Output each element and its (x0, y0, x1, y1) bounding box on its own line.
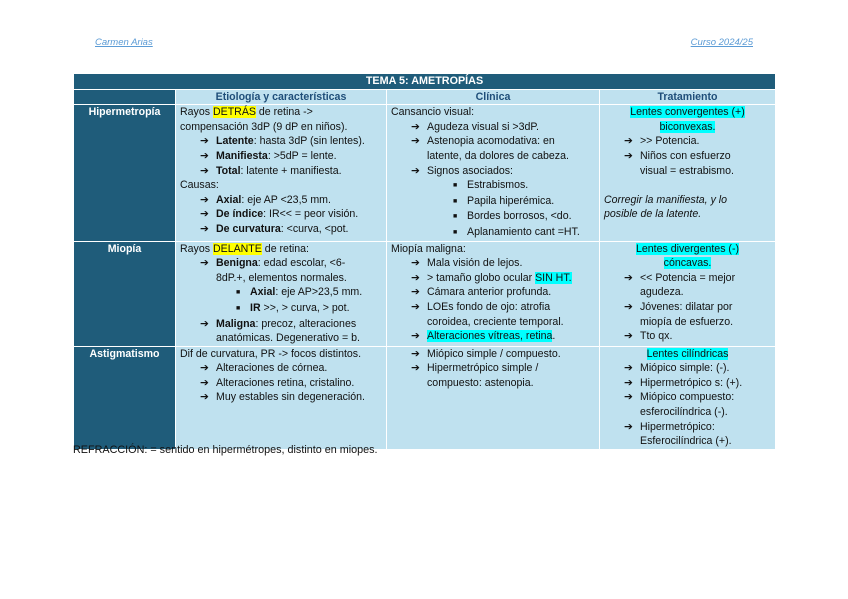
arrow-icon: ➔ (200, 362, 209, 375)
footer-refraccion: REFRACCIÓN: = sentido en hipermétropes, distinto en miopes. (73, 444, 378, 456)
column-header-tratamiento: Tratamiento (600, 89, 776, 105)
hipermetropia-tratamiento: Lentes convergentes (+) biconvexas. ➔ >> Potencia. ➔ Niños con esfuerzo visual = estrabismo. Corregir la manifiesta, y lo posible de la latente. (600, 105, 776, 241)
arrow-icon: ➔ (200, 164, 209, 177)
arrow-icon: ➔ (200, 135, 209, 148)
arrow-icon: ➔ (411, 347, 420, 360)
arrow-icon: ➔ (411, 300, 420, 313)
arrow-icon: ➔ (411, 330, 420, 343)
column-header-etiologia: Etiología y características (176, 89, 387, 105)
highlight-alteraciones-vitreas: Alteraciones vítreas, retina (427, 330, 553, 343)
bullet-icon: ■ (453, 213, 458, 221)
arrow-icon: ➔ (411, 271, 420, 284)
table-title: TEMA 5: AMETROPÍAS (74, 74, 776, 90)
arrow-icon: ➔ (200, 222, 209, 235)
header-course: Curso 2024/25 (690, 37, 753, 48)
bullet-icon: ■ (236, 304, 241, 312)
row-label-astigmatismo: Astigmatismo (74, 346, 176, 449)
ametropias-table (73, 73, 776, 450)
header-author: Carmen Arias (95, 37, 153, 48)
arrow-icon: ➔ (624, 300, 633, 313)
arrow-icon: ➔ (411, 362, 420, 375)
arrow-icon: ➔ (411, 257, 420, 270)
arrow-icon: ➔ (200, 149, 209, 162)
arrow-icon: ➔ (411, 286, 420, 299)
arrow-icon: ➔ (624, 330, 633, 343)
table-row-astigmatismo (74, 346, 776, 449)
table-row-miopia (74, 241, 776, 346)
table-header-row (74, 89, 776, 105)
miopia-tratamiento: Lentes divergentes (-) cóncavas. ➔ << Potencia = mejor agudeza. ➔ Jóvenes: dilatar por miopía de esfuerzo. ➔ Tto qx. (600, 241, 776, 346)
row-label-miopia: Miopía (74, 241, 176, 346)
arrow-icon: ➔ (624, 271, 633, 284)
arrow-icon: ➔ (200, 257, 209, 270)
highlight-lentes-cilindricas: Lentes cilíndricas (646, 347, 729, 360)
arrow-icon: ➔ (200, 208, 209, 221)
hipermetropia-clinica: Cansancio visual: ➔ Agudeza visual si >3dP. ➔ Astenopia acomodativa: en latente, da dolores de cabeza. ➔ Signos asociados: ■ Estrabismos. ■ Papila hiperémica. ■ Bordes borrosos, <do. ■ Aplanamiento cant =HT. (387, 105, 600, 241)
bullet-icon: ■ (236, 289, 241, 297)
arrow-icon: ➔ (411, 164, 420, 177)
row-label-hipermetropia: Hipermetropía (74, 105, 176, 241)
astigmatismo-tratamiento: Lentes cilíndricas ➔ Miópico simple: (-). ➔ Hipermetrópico s: (+). ➔ Miópico compuesto: esferocilíndrica (-). ➔ Hipermetrópico: Esferocilíndrica (+). (600, 346, 776, 449)
header-blank (74, 89, 176, 105)
arrow-icon: ➔ (624, 362, 633, 375)
miopia-etiologia: Rayos DELANTE de retina: ➔ Benigna: edad escolar, <6- 8dP.+, elementos normales. ■ Axial: eje AP>23,5 mm. ■ IR >>, > curva, > pot. ➔ Maligna: precoz, alteraciones anatómicas. Degenerativo = b. (176, 241, 387, 346)
highlight-lentes-divergentes: Lentes divergentes (-) (635, 242, 740, 255)
bullet-icon: ■ (453, 182, 458, 190)
bullet-icon: ■ (453, 197, 458, 205)
table-title-row (74, 74, 776, 90)
hipermetropia-etiologia: Rayos DETRÁS de retina -> compensación 3dP (9 dP en niños). ➔ Latente: hasta 3dP (sin lentes). ➔ Manifiesta: >5dP = lente. ➔ Total: latente + manifiesta. Causas: ➔ Axial: eje AP <23,5 mm. ➔ De índice: IR<< = peor visión. ➔ De curvatura: <curva, <pot. (176, 105, 387, 241)
arrow-icon: ➔ (200, 193, 209, 206)
arrow-icon: ➔ (411, 120, 420, 133)
arrow-icon: ➔ (624, 420, 633, 433)
column-header-clinica: Clínica (387, 89, 600, 105)
miopia-clinica: Miopía maligna: ➔ Mala visión de lejos. ➔ > tamaño globo ocular SIN HT. ➔ Cámara anterior profunda. ➔ LOEs fondo de ojo: atrofia coroidea, creciente temporal. ➔ Alteraciones vítreas, retina. (387, 241, 600, 346)
highlight-lentes-convergentes: Lentes convergentes (+) (630, 106, 745, 119)
arrow-icon: ➔ (624, 391, 633, 404)
arrow-icon: ➔ (411, 135, 420, 148)
table-row-hipermetropia (74, 105, 776, 241)
bullet-icon: ■ (453, 228, 458, 236)
astigmatismo-etiologia: Dif de curvatura, PR -> focos distintos. ➔ Alteraciones de córnea. ➔ Alteraciones retina, cristalino. ➔ Muy estables sin degeneración. (176, 346, 387, 449)
arrow-icon: ➔ (200, 317, 209, 330)
highlight-sin-ht: SIN HT. (535, 271, 572, 284)
arrow-icon: ➔ (624, 149, 633, 162)
highlight-detras: DETRÁS (212, 106, 256, 119)
arrow-icon: ➔ (200, 391, 209, 404)
arrow-icon: ➔ (624, 135, 633, 148)
arrow-icon: ➔ (624, 376, 633, 389)
arrow-icon: ➔ (200, 376, 209, 389)
highlight-delante: DELANTE (212, 242, 262, 255)
astigmatismo-clinica: ➔ Miópico simple / compuesto. ➔ Hipermetrópico simple / compuesto: astenopia. (387, 346, 600, 449)
